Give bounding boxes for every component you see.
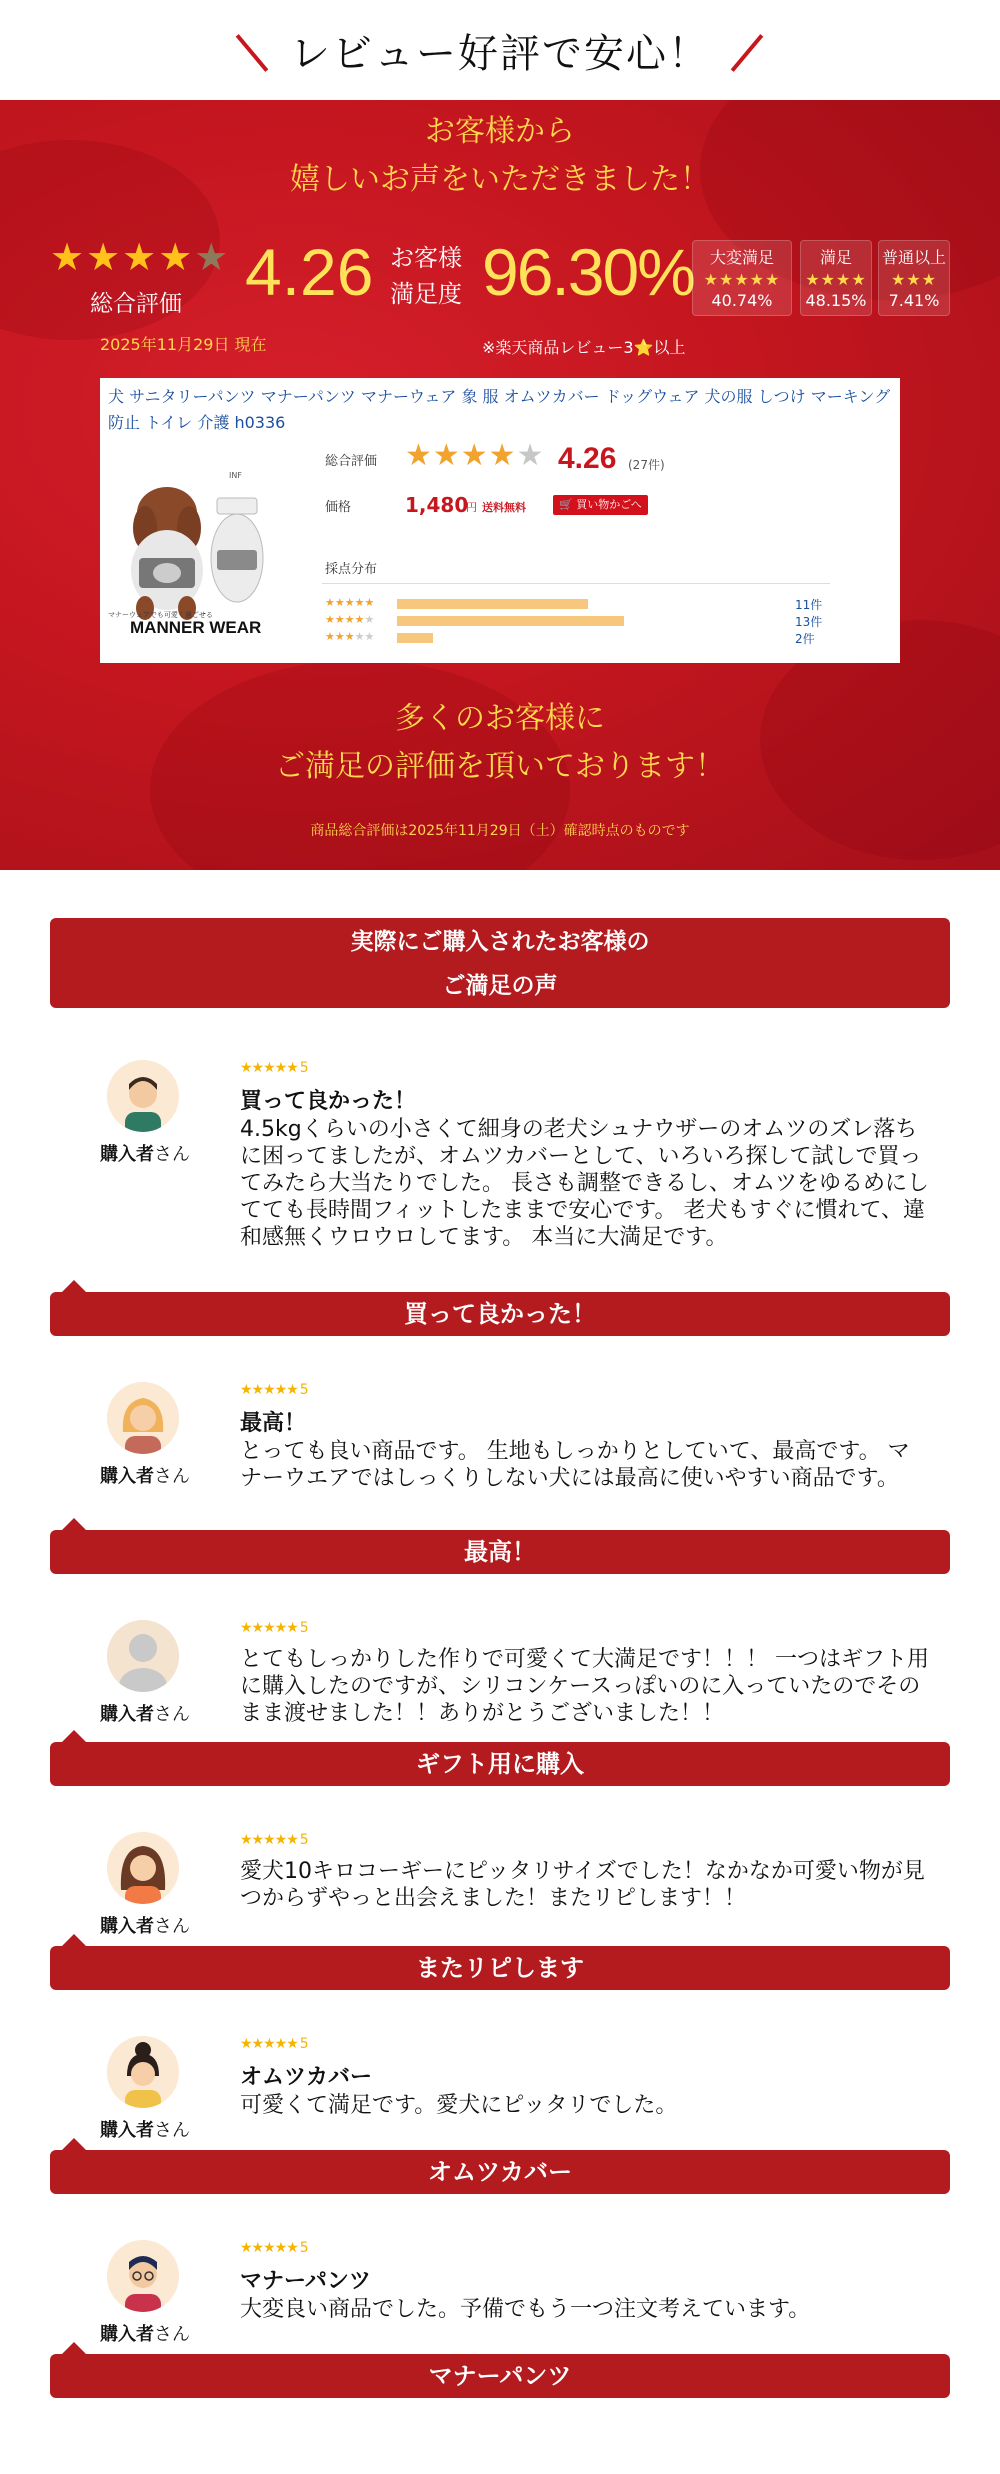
review-headline-bar: 最高！ [50,1530,950,1574]
card-stars: ★★★★★ [405,438,545,473]
distribution-label: 大変満足 [709,248,774,267]
distribution-stars: ★★★★ [805,270,867,289]
distribution-label: 採点分布 [325,562,378,577]
rating-summary-banner [0,100,1000,870]
product-title-link[interactable]: 犬 サニタリーパンツ マナーパンツ マナーウェア 象 服 オムツカバー ドッグウェア 犬の服 しつけ マーキング防止 トイレ 介護 h0336 [108,387,891,432]
distribution-label: 満足 [819,248,852,267]
distribution-percent: 40.74% [711,291,773,310]
distribution-fill [397,633,433,643]
free-shipping-label: 送料無料 [482,501,526,514]
distribution-label: 普通以上 [881,248,946,267]
review-title: マナーパンツ [240,2269,371,2294]
section-header [0,0,1000,100]
review-stars: ★★★★★ 5 [240,2036,309,2052]
review-body: 可愛くて満足です。愛犬にピッタリでした。 [240,2093,678,2118]
row-stars: ★★★★★ [325,630,375,643]
man-glasses-avatar [107,2240,179,2312]
review-headline-bar: オムツカバー [50,2150,950,2194]
buyer-label: 購入者さん [100,1704,190,1725]
distribution-box-satisfied [800,240,872,316]
distribution-box-very-satisfied [692,240,792,316]
review-headline-bar: またリピします [50,1946,950,1990]
review-stars: ★★★★★ 5 [240,1382,309,1398]
satisfaction-label-2: 満足度 [390,280,462,308]
page-title: レビュー好評で安心！ [290,30,710,77]
review-headline-bar: マナーパンツ [50,2354,950,2398]
decorative-slash-left [236,34,269,72]
distribution-fill [397,599,588,609]
intro-line-2: 嬉しいお声をいただきました！ [290,162,710,197]
woman-brown-hair-avatar [107,1832,179,1904]
distribution-stars: ★★★★★ [703,270,781,289]
satisfaction-note: ※楽天商品レビュー3⭐以上 [482,338,686,357]
card-average: 4.26 [558,442,617,475]
rating-summary [0,230,1000,357]
outro-line-2: ご満足の評価を頂いております！ [275,749,725,784]
review-headline-bar: 買って良かった！ [50,1292,950,1336]
outro-text [0,695,1000,791]
distribution-stars: ★★★ [890,270,938,289]
brand-tagline: マナーウェアでも可愛く過ごせる [108,611,213,619]
add-to-cart-button[interactable] [553,495,648,515]
add-to-cart-label: 買い物かごへ [576,498,642,511]
decorative-slash-right [731,34,764,72]
price-value: 1,480 [405,493,469,517]
distribution-row-5 [325,596,825,612]
satisfaction-value: 96.30% [482,235,694,309]
price-label: 価格 [325,500,352,515]
review-title: オムツカバー [240,2065,373,2090]
distribution-row-3 [325,630,825,646]
review-body: 愛犬10キロコーギーにピッタリサイズでした！なかなか可愛い物が見つからずやっと出会えました！またリピします！！ [240,1859,925,1911]
review-headline-bar: ギフト用に購入 [50,1742,950,1786]
review-body: とっても良い商品です。 生地もしっかりとしていて、最高です。 マナーウエアではしっくりしない犬には最高に使いやすい商品です。 [240,1439,910,1491]
default-person-avatar [107,1620,179,1692]
overall-label: 総合評価 [90,291,182,317]
buyer-label: 購入者さん [100,1916,190,1937]
distribution-count-link[interactable]: 13件 [795,615,823,629]
voices-heading-line-2: ご満足の声 [442,973,558,999]
distribution-track [397,633,757,643]
review-body: 大変良い商品でした。予備でもう一つ注文考えています。 [240,2297,811,2322]
intro-line-1: お客様から [425,114,575,149]
buyer-label: 購入者さん [100,1466,190,1487]
distribution-count-link[interactable]: 11件 [795,598,823,612]
review-title: 買って良かった！ [240,1089,417,1114]
review-stars: ★★★★★ 5 [240,1620,309,1636]
buyer-label: 購入者さん [100,1144,190,1165]
man-short-hair-avatar [107,1060,179,1132]
review-stars: ★★★★★ 5 [240,1060,309,1076]
product-card[interactable] [100,378,900,663]
review-title: 最高！ [240,1411,307,1436]
review-stars: ★★★★★ 5 [240,2240,309,2256]
review-count-link[interactable]: (27件) [628,458,665,472]
distribution-box-normal-or-above [878,240,950,316]
footnote: 商品総合評価は2025年11月29日（土）確認時点のものです [310,823,690,839]
voices-heading [50,918,950,1008]
distribution-track [397,599,757,609]
satisfaction-label [390,240,462,312]
satisfaction-label-1: お客様 [390,244,462,272]
brand-name: MANNER WEAR [130,618,262,637]
distribution-fill [397,616,624,626]
svg-text:INF: INF [229,471,242,480]
row-stars: ★★★★★ [325,613,375,626]
date-note: 2025年11月29日 現在 [100,335,267,354]
review-stars: ★★★★★ 5 [240,1832,309,1848]
review-body: とてもしっかりした作りで可愛くて大満足です！！！ 一つはギフト用に購入したのですが、シリコンケースっぽいのに入っていたのでそのまま渡せました！！ありがとうございました！！ [240,1647,929,1726]
intro-text [0,108,1000,204]
distribution-percent: 48.15% [805,291,867,310]
overall-stars: ★★★★★ [50,235,231,279]
divider [322,583,830,584]
outro-line-1: 多くのお客様に [395,701,605,736]
review-body: 4.5kgくらいの小さくて細身の老犬シュナウザーのオムツのズレ落ちに困ってましたが、オムツカバーとして、いろいろ探して試しで買ってみたら大当たりでした。 長さも調整できるし、オムツをゆるめにしてても長時間フィットしたままで安心です。 老犬もすぐに慣れて、違和感無くウロウロしてます。 本当に大満足です。 [240,1117,929,1250]
woman-blonde-avatar [107,1382,179,1454]
price-unit: 円 [466,501,477,514]
distribution-row-4 [325,613,825,629]
distribution-track [397,616,757,626]
cart-icon: 🛒 [559,498,573,511]
buyer-label: 購入者さん [100,2324,190,2345]
rating-label: 総合評価 [325,454,378,469]
average-rating: 4.26 [245,235,374,309]
voices-heading-line-1: 実際にご購入されたお客様の [350,929,650,955]
distribution-count-link[interactable]: 2件 [795,632,815,646]
woman-bun-hair-avatar [107,2036,179,2108]
row-stars: ★★★★★ [325,596,375,609]
buyer-label: 購入者さん [100,2120,190,2141]
distribution-percent: 7.41% [888,291,940,310]
